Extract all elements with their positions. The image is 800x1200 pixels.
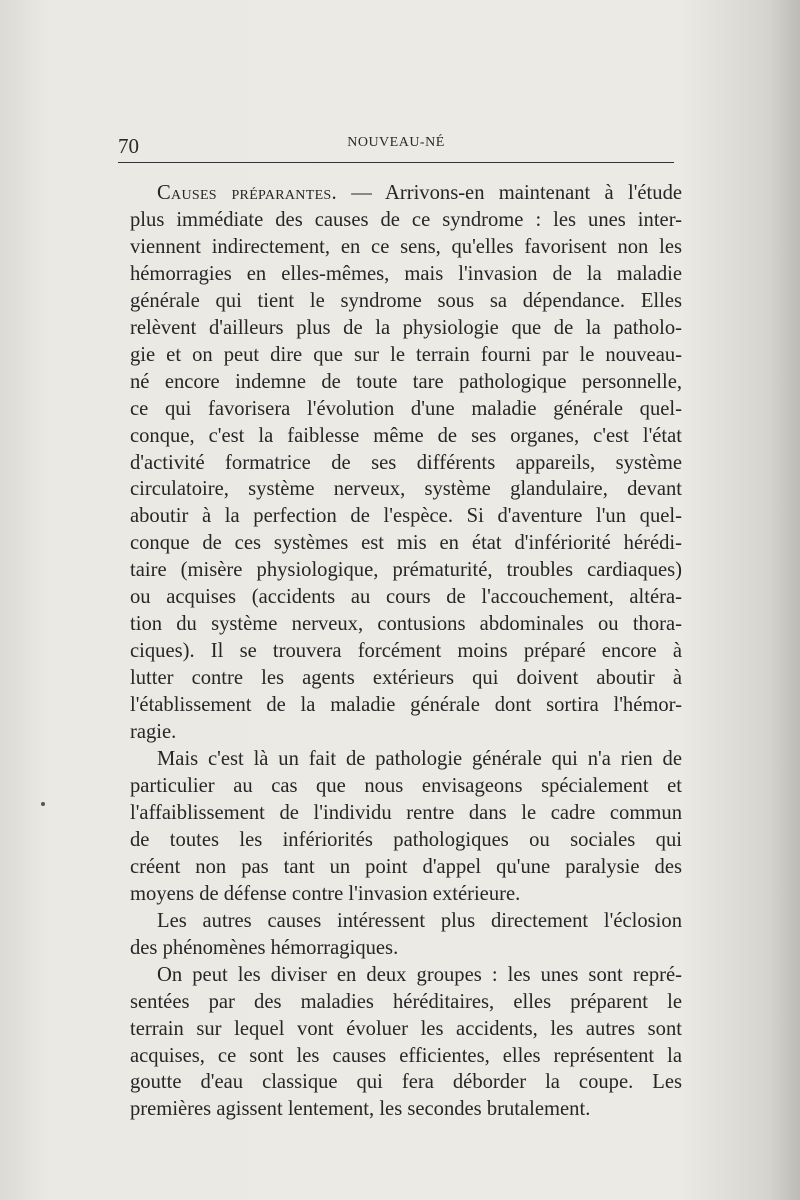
- text-line: de toutes les infériorités pathologiques ou sociales qui: [130, 828, 682, 851]
- text-line: viennent indirectement, en ce sens, qu'elles favorisent non les: [130, 235, 682, 258]
- text-line: lutter contre les agents extérieurs qui doivent aboutir à: [130, 667, 682, 690]
- running-title: NOUVEAU-NÉ: [347, 135, 445, 150]
- text-line: d'activité formatrice de ses différents appareils, système: [130, 451, 682, 474]
- text-line: tion du système nerveux, contusions abdominales ou thora-: [130, 613, 682, 636]
- section-heading: Causes préparantes.: [157, 182, 337, 204]
- text-line: créent non pas tant un point d'appel qu'une paralysie des: [130, 855, 682, 878]
- text-line: conque de ces systèmes est mis en état d'infériorité hérédi-: [130, 532, 682, 555]
- text-line: terrain sur lequel vont évoluer les accidents, les autres sont: [130, 1017, 682, 1040]
- text-line: ragie.: [130, 721, 177, 744]
- text-line: sentées par des maladies héréditaires, elles préparent le: [130, 990, 682, 1013]
- page-header: [118, 132, 674, 158]
- text-line: plus immédiate des causes de ce syndrome : les unes inter-: [130, 208, 682, 231]
- page-number: 70: [118, 134, 139, 158]
- text-line: générale qui tient le syndrome sous sa dépendance. Elles: [130, 289, 682, 312]
- page-body: [130, 180, 682, 1123]
- text-line: conque, c'est la faiblesse même de ses organes, c'est l'état: [130, 424, 682, 447]
- header-rule: [118, 162, 674, 163]
- text-line: gie et on peut dire que sur le terrain fourni par le nouveau-: [130, 343, 682, 366]
- text-line: l'établissement de la maladie générale dont sortira l'hémor-: [130, 694, 682, 717]
- text-line: Mais c'est là un fait de pathologie générale qui n'a rien de: [157, 748, 682, 771]
- text-line: taire (misère physiologique, prématurité, troubles cardiaques): [130, 559, 682, 582]
- text-line: l'affaiblissement de l'individu rentre dans le cadre commun: [130, 801, 682, 824]
- text-line: Causes préparantes. — Arrivons-en maintenant à l'étude: [157, 182, 683, 204]
- text-line: ou acquises (accidents au cours de l'accouchement, altéra-: [130, 586, 682, 609]
- text-line: Les autres causes intéressent plus directement l'éclosion: [157, 909, 682, 932]
- text-line: hémorragies en elles-mêmes, mais l'invasion de la maladie: [130, 262, 682, 285]
- text-line: circulatoire, système nerveux, système glandulaire, devant: [130, 478, 682, 501]
- text-line: aboutir à la perfection de l'espèce. Si d'aventure l'un quel-: [130, 505, 682, 528]
- text-line: né encore indemne de toute tare pathologique personnelle,: [130, 370, 682, 393]
- text-line: des phénomènes hémorragiques.: [130, 936, 399, 959]
- text-line: On peut les diviser en deux groupes : les unes sont repré-: [157, 963, 682, 986]
- text-line: goutte d'eau classique qui fera déborder la coupe. Les: [130, 1071, 682, 1094]
- text-line: ce qui favorisera l'évolution d'une maladie générale quel-: [130, 397, 682, 420]
- margin-speck: [41, 802, 45, 806]
- text-line: particulier au cas que nous envisageons spécialement et: [130, 774, 682, 797]
- text-line: ciques). Il se trouvera forcément moins préparé encore à: [130, 640, 682, 663]
- text-line: relèvent d'ailleurs plus de la physiologie que de la patholo-: [130, 316, 682, 339]
- text-line: premières agissent lentement, les secondes brutalement.: [130, 1098, 591, 1121]
- text-line: acquises, ce sont les causes efficientes, elles représentent la: [130, 1044, 682, 1067]
- text-line: moyens de défense contre l'invasion extérieure.: [130, 882, 521, 905]
